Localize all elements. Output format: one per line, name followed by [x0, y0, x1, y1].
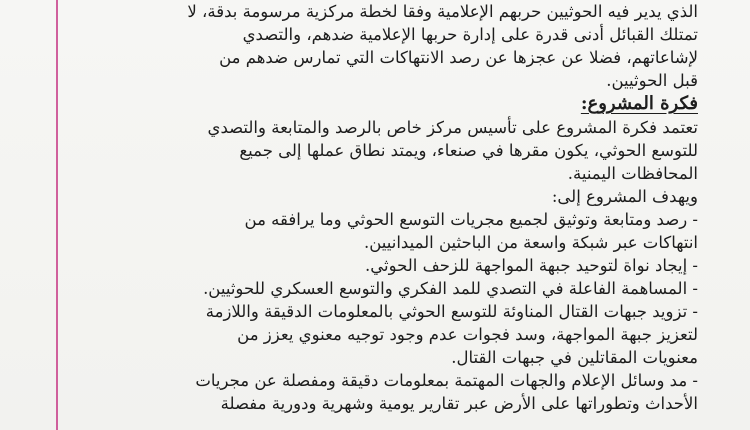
text-line: انتهاكات عبر شبكة واسعة من الباحثين الميدانيين.: [363, 233, 698, 252]
text-line: لتعزيز جبهة المواجهة، وسد فجوات عدم وجود توجيه معنوي يعزز من: [237, 325, 698, 344]
margin-line: [56, 0, 58, 430]
text-line: - تزويد جبهات القتال المناوئة للتوسع الحوثي بالمعلومات الدقيقة واللازمة: [205, 302, 698, 321]
text-line: - مد وسائل الإعلام والجهات المهتمة بمعلومات دقيقة ومفصلة عن مجريات: [195, 371, 698, 390]
text-line: تمتلك القبائل أدنى قدرة على إدارة حربها الإعلامية ضدهم، والتصدي: [242, 25, 698, 44]
text-line: لإشاعاتهم، فضلا عن عجزها عن رصد الانتهاكات التي تمارس ضدهم من: [219, 48, 698, 67]
list-item: [94, 254, 698, 277]
text-line: المحافظات اليمنية.: [567, 164, 698, 183]
document-body: [94, 0, 698, 415]
list-item: [94, 208, 698, 254]
intro-paragraph: [94, 0, 698, 92]
text-line: الأحداث وتطوراتها على الأرض عبر تقارير يومية وشهرية ودورية مفصلة: [220, 394, 698, 413]
text-line: - إيجاد نواة لتوحيد جبهة المواجهة للزحف الحوثي.: [365, 256, 698, 275]
list-item: [94, 369, 698, 415]
goals-intro: ويهدف المشروع إلى:: [551, 187, 698, 206]
list-item: [94, 277, 698, 300]
goals-list: [94, 208, 698, 415]
text-line: - المساهمة الفاعلة في التصدي للمد الفكري والتوسع العسكري للحوثيين.: [203, 279, 698, 298]
text-line: الذي يدير فيه الحوثيين حربهم الإعلامية وفقا لخطة مركزية مرسومة بدقة، لا: [187, 2, 698, 21]
text-line: - رصد ومتابعة وتوثيق لجميع مجريات التوسع الحوثي وما يرافقه من: [244, 210, 698, 229]
text-line: للتوسع الحوثي، يكون مقرها في صنعاء، ويمتد نطاق عملها إلى جميع: [239, 141, 698, 160]
text-line: تعتمد فكرة المشروع على تأسيس مركز خاص بالرصد والمتابعة والتصدي: [207, 118, 698, 137]
text-line: معنويات المقاتلين في جبهات القتال.: [451, 348, 698, 367]
section-heading: فكرة المشروع:: [580, 93, 698, 114]
text-line: قبل الحوثيين.: [606, 71, 698, 90]
list-item: [94, 300, 698, 369]
project-idea-paragraph: [94, 116, 698, 185]
